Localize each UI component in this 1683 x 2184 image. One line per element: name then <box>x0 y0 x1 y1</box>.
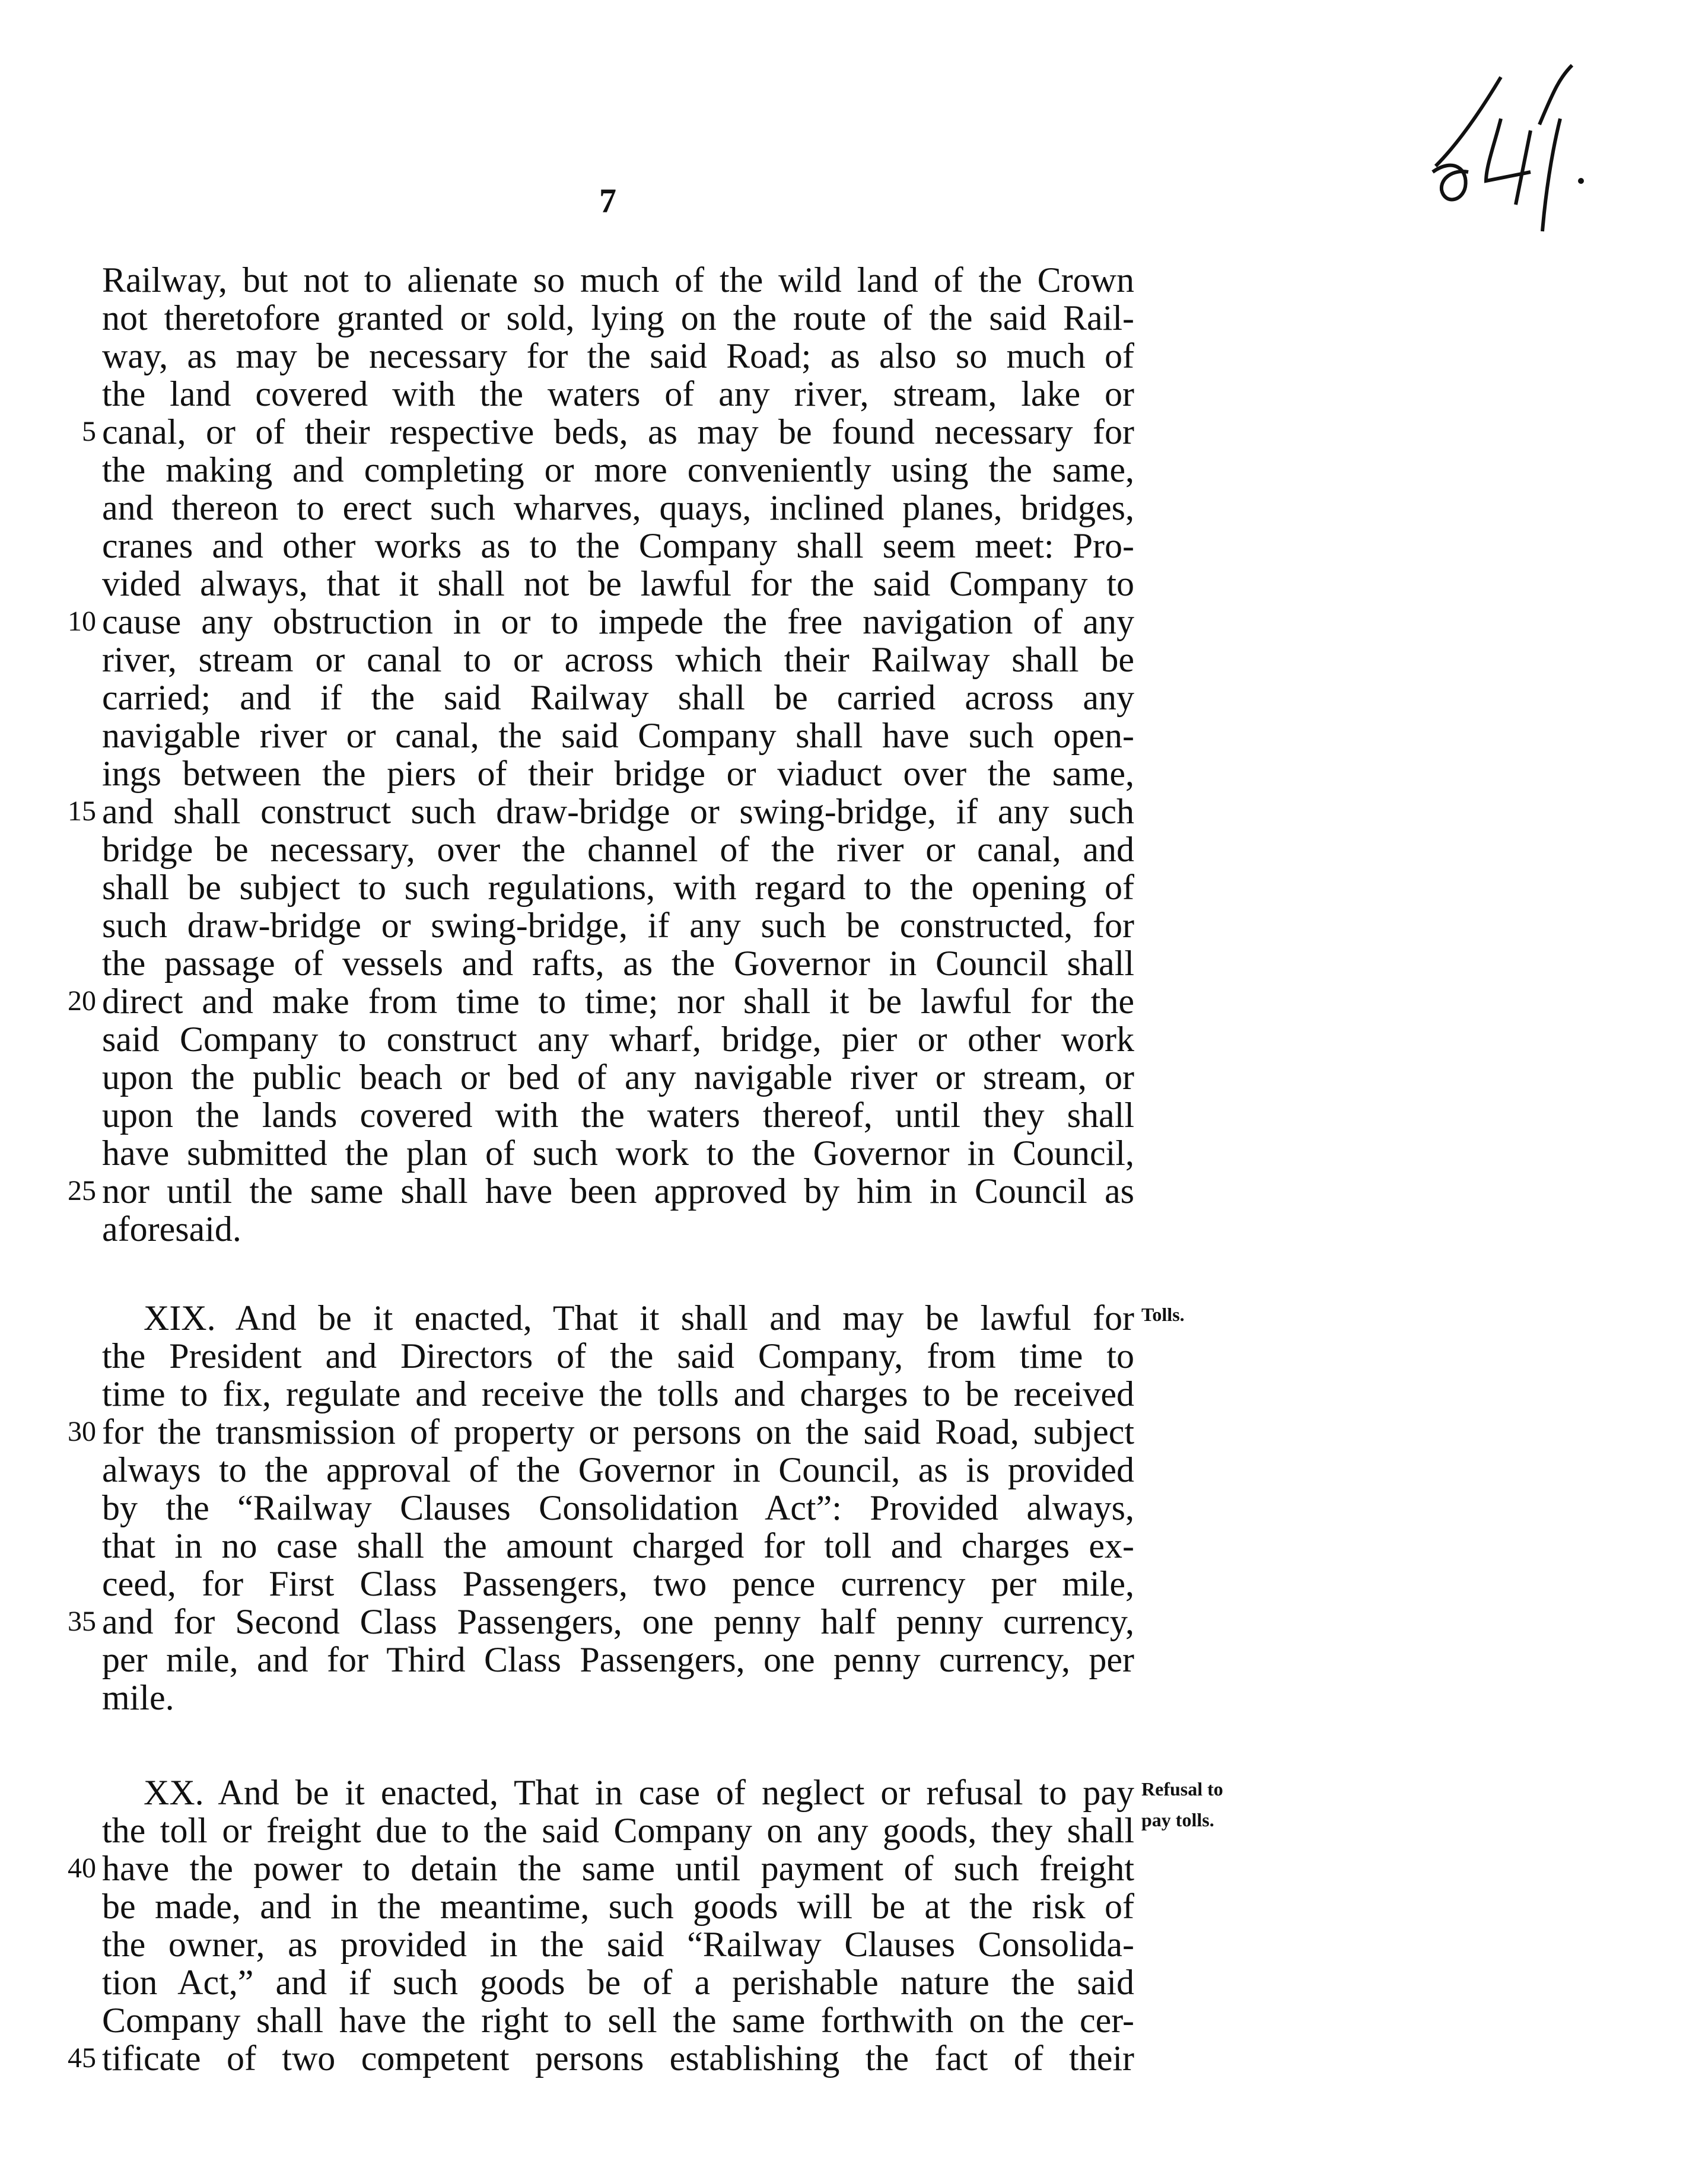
handwritten-folio-number <box>1412 53 1590 243</box>
text-line: have submitted the plan of such work to the Governor in Council, <box>102 1134 1134 1173</box>
text-line: tion Act,” and if such goods be of a perishable nature the said <box>102 1963 1134 2002</box>
text-line: river, stream or canal to or across which their Railway shall be <box>102 640 1134 679</box>
margin-note-tolls: Tolls. <box>1141 1304 1185 1325</box>
text-line: way, as may be necessary for the said Road; as also so much of <box>102 336 1134 375</box>
text-line: the toll or freight due to the said Company on any goods, they shall <box>102 1811 1134 1850</box>
text-line: not theretofore granted or sold, lying on the route of the said Rail- <box>102 298 1134 338</box>
line-number: 10 <box>68 606 96 637</box>
text-line: bridge be necessary, over the channel of the river or canal, and <box>102 830 1134 869</box>
text-line: such draw-bridge or swing-bridge, if any such be constructed, for <box>102 906 1134 945</box>
text-line: cranes and other works as to the Company shall seem meet: Pro- <box>102 526 1134 565</box>
text-line: the owner, as provided in the said “Railway Clauses Consolida- <box>102 1925 1134 1964</box>
text-line: the land covered with the waters of any river, stream, lake or <box>102 374 1134 413</box>
line-number: 15 <box>68 795 96 827</box>
line-number: 40 <box>68 1852 96 1884</box>
line-number: 45 <box>68 2042 96 2074</box>
text-line: shall be subject to such regulations, with regard to the opening of <box>102 868 1134 907</box>
line-number: 25 <box>68 1175 96 1206</box>
margin-note-pay-tolls: pay tolls. <box>1141 1809 1214 1830</box>
text-line: XX. And be it enacted, That in case of neglect or refusal to pay <box>144 1773 1134 1812</box>
line-number: 30 <box>68 1416 96 1447</box>
text-line: that in no case shall the amount charged for toll and charges ex- <box>102 1526 1134 1565</box>
text-line: XIX. And be it enacted, That it shall and may be lawful for <box>144 1298 1134 1338</box>
text-line: direct and make from time to time; nor shall it be lawful for the <box>102 982 1134 1021</box>
line-number: 20 <box>68 985 96 1017</box>
text-line: and for Second Class Passengers, one penny half penny currency, <box>102 1602 1134 1641</box>
text-line: cause any obstruction in or to impede the free navigation of any <box>102 602 1134 641</box>
line-number: 5 <box>82 416 96 447</box>
text-line: for the transmission of property or persons on the said Road, subject <box>102 1412 1134 1451</box>
text-line: tificate of two competent persons establishing the fact of their <box>102 2039 1134 2078</box>
text-line: navigable river or canal, the said Company shall have such open- <box>102 716 1134 755</box>
text-line: vided always, that it shall not be lawful for the said Company to <box>102 564 1134 603</box>
text-line: have the power to detain the same until payment of such freight <box>102 1849 1134 1888</box>
text-line: ings between the piers of their bridge or viaduct over the same, <box>102 754 1134 793</box>
text-line: always to the approval of the Governor in Council, as is provided <box>102 1450 1134 1489</box>
text-line: Railway, but not to alienate so much of the wild land of the Crown <box>102 260 1134 300</box>
text-line: ceed, for First Class Passengers, two pence currency per mile, <box>102 1564 1134 1603</box>
margin-note-refusal: Refusal to <box>1141 1778 1223 1800</box>
text-line: the making and completing or more conveniently using the same, <box>102 450 1134 489</box>
text-line: per mile, and for Third Class Passengers, one penny currency, per <box>102 1640 1134 1679</box>
text-line: canal, or of their respective beds, as may be found necessary for <box>102 412 1134 451</box>
page-number: 7 <box>599 182 616 220</box>
text-line: upon the public beach or bed of any navigable river or stream, or <box>102 1058 1134 1097</box>
text-line: the passage of vessels and rafts, as the Governor in Council shall <box>102 944 1134 983</box>
text-line: carried; and if the said Railway shall be carried across any <box>102 678 1134 717</box>
text-line: the President and Directors of the said Company, from time to <box>102 1336 1134 1376</box>
text-line: and thereon to erect such wharves, quays, inclined planes, bridges, <box>102 488 1134 527</box>
text-line: nor until the same shall have been approved by him in Council as <box>102 1171 1134 1211</box>
text-line: upon the lands covered with the waters thereof, until they shall <box>102 1096 1134 1135</box>
text-line: said Company to construct any wharf, bridge, pier or other work <box>102 1020 1134 1059</box>
text-line: be made, and in the meantime, such goods will be at the risk of <box>102 1887 1134 1926</box>
text-line: and shall construct such draw-bridge or swing-bridge, if any such <box>102 792 1134 831</box>
line-number: 35 <box>68 1606 96 1637</box>
text-line: time to fix, regulate and receive the tolls and charges to be received <box>102 1374 1134 1413</box>
text-line: aforesaid. <box>102 1209 241 1249</box>
text-line: mile. <box>102 1678 174 1717</box>
text-line: by the “Railway Clauses Consolidation Act”: Provided always, <box>102 1488 1134 1527</box>
text-line: Company shall have the right to sell the same forthwith on the cer- <box>102 2001 1134 2040</box>
